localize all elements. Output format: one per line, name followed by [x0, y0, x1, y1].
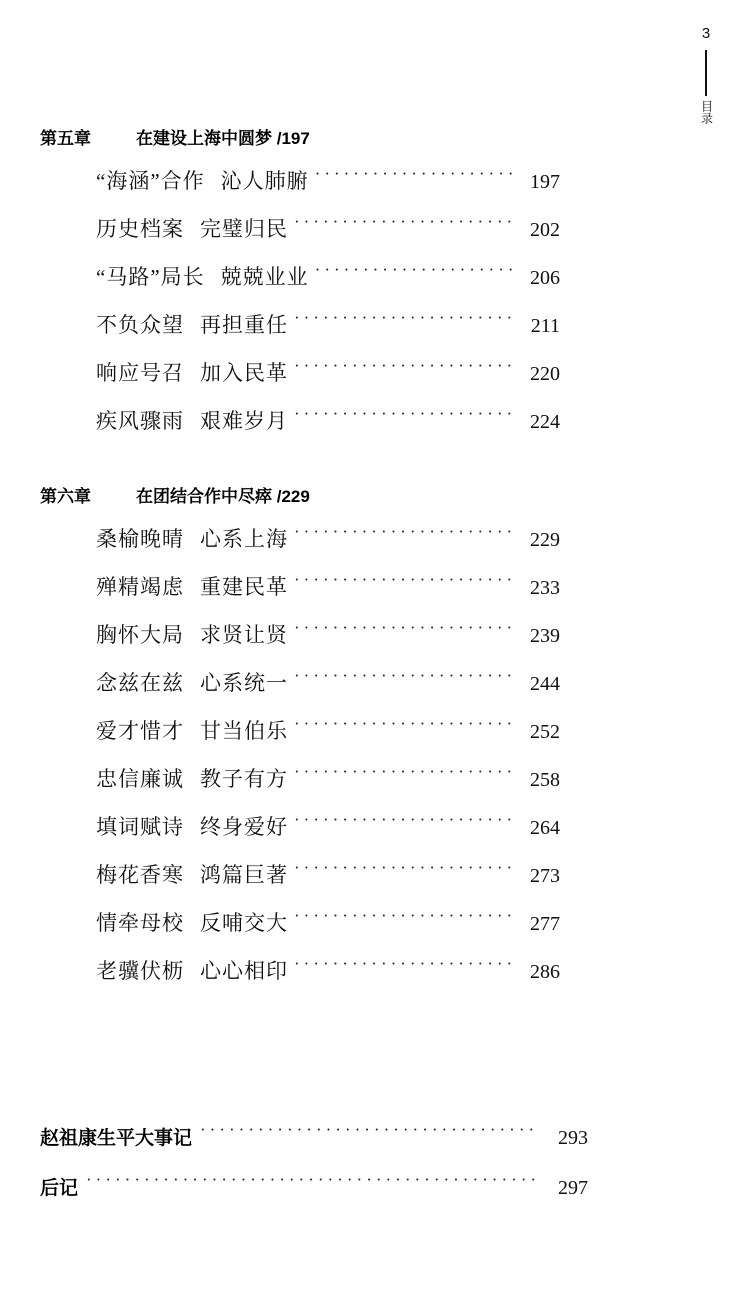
toc-entry-title: “马路”局长 兢兢业业: [96, 265, 309, 289]
dot-leader: [294, 620, 514, 642]
toc-entry-page: 197: [530, 171, 560, 193]
chapter-title: 在建设上海中圆梦 /197: [136, 129, 310, 148]
toc-entry-page: 264: [530, 817, 560, 839]
dot-leader: [294, 668, 514, 690]
toc-entry-title: 响应号召 加入民革: [96, 361, 288, 385]
toc-entry[interactable]: [40, 572, 560, 620]
dot-leader: [294, 310, 514, 332]
toc-entry[interactable]: [40, 908, 560, 956]
toc-entry-title: 情牵母校 反哺交大: [96, 911, 288, 935]
dot-leader: [294, 214, 514, 236]
dot-leader: [294, 860, 514, 882]
backmatter-section: [40, 1122, 588, 1222]
toc-entry-title: 爱才惜才 甘当伯乐: [96, 719, 288, 743]
backmatter-page: 293: [558, 1127, 588, 1149]
toc-entry-title: 不负众望 再担重任: [96, 313, 288, 337]
toc-entry-title: 殚精竭虑 重建民革: [96, 575, 288, 599]
toc-entry[interactable]: [40, 764, 560, 812]
running-head-label: 目录: [699, 100, 714, 124]
dot-leader: [294, 908, 514, 930]
folio-divider: [705, 50, 707, 96]
toc-entry-page: 273: [530, 865, 560, 887]
toc-entry-page: 202: [530, 219, 560, 241]
toc-entry-page: 206: [530, 267, 560, 289]
page-folio: [686, 24, 726, 124]
toc-entry-page: 229: [530, 529, 560, 551]
toc-entry-title: 老骥伏枥 心心相印: [96, 959, 288, 983]
toc-entry[interactable]: [40, 524, 560, 572]
dot-leader: [315, 262, 514, 284]
dot-leader: [200, 1122, 538, 1144]
dot-leader: [294, 572, 514, 594]
chapter-heading: [40, 484, 560, 510]
toc-entry-page: 258: [530, 769, 560, 791]
dot-leader: [294, 956, 514, 978]
toc-entry[interactable]: [40, 262, 560, 310]
toc-entry[interactable]: [40, 214, 560, 262]
toc-entry-page: 244: [530, 673, 560, 695]
toc-entry-title: 填词赋诗 终身爱好: [96, 815, 288, 839]
toc-entry[interactable]: [40, 956, 560, 1004]
backmatter-title: 赵祖康生平大事记: [40, 1128, 193, 1149]
toc-entry-page: 239: [530, 625, 560, 647]
toc-entry[interactable]: [40, 406, 560, 454]
chapter-block: [40, 484, 560, 1004]
toc-entry-backmatter[interactable]: [40, 1122, 588, 1172]
dot-leader: [315, 166, 514, 188]
dot-leader: [294, 406, 514, 428]
toc-content: [40, 126, 560, 1034]
toc-entry-title: 疾风骤雨 艰难岁月: [96, 409, 288, 433]
dot-leader: [294, 716, 514, 738]
toc-entry[interactable]: [40, 812, 560, 860]
toc-entry-page: 220: [530, 363, 560, 385]
toc-entry-page: 224: [530, 411, 560, 433]
toc-entry-backmatter[interactable]: [40, 1172, 588, 1222]
dot-leader: [294, 358, 514, 380]
toc-entry[interactable]: [40, 716, 560, 764]
toc-entry-title: “海涵”合作 沁人肺腑: [96, 169, 309, 193]
backmatter-page: 297: [558, 1177, 588, 1199]
chapter-number: 第六章: [40, 487, 91, 506]
toc-entry-title: 历史档案 完璧归民: [96, 217, 288, 241]
toc-entry-title: 忠信廉诚 教子有方: [96, 767, 288, 791]
toc-entry[interactable]: [40, 620, 560, 668]
toc-entry-title: 梅花香寒 鸿篇巨著: [96, 863, 288, 887]
toc-entry-title: 胸怀大局 求贤让贤: [96, 623, 288, 647]
page-number: 3: [701, 25, 711, 42]
dot-leader: [86, 1172, 538, 1194]
dot-leader: [294, 764, 514, 786]
backmatter-title: 后记: [40, 1178, 79, 1199]
toc-entry-page: 211: [530, 315, 560, 337]
toc-entry-page: 277: [530, 913, 560, 935]
toc-entry-page: 233: [530, 577, 560, 599]
dot-leader: [294, 812, 514, 834]
toc-entry-title: 念兹在兹 心系统一: [96, 671, 288, 695]
chapter-title: 在团结合作中尽瘁 /229: [136, 487, 310, 506]
toc-entry[interactable]: [40, 310, 560, 358]
toc-entry[interactable]: [40, 668, 560, 716]
dot-leader: [294, 524, 514, 546]
toc-entry[interactable]: [40, 860, 560, 908]
chapter-block: [40, 126, 560, 454]
chapter-heading: [40, 126, 560, 152]
toc-entry[interactable]: [40, 358, 560, 406]
toc-entry-title: 桑榆晚晴 心系上海: [96, 527, 288, 551]
chapter-number: 第五章: [40, 129, 91, 148]
toc-entry-page: 286: [530, 961, 560, 983]
toc-entry-page: 252: [530, 721, 560, 743]
toc-entry[interactable]: [40, 166, 560, 214]
